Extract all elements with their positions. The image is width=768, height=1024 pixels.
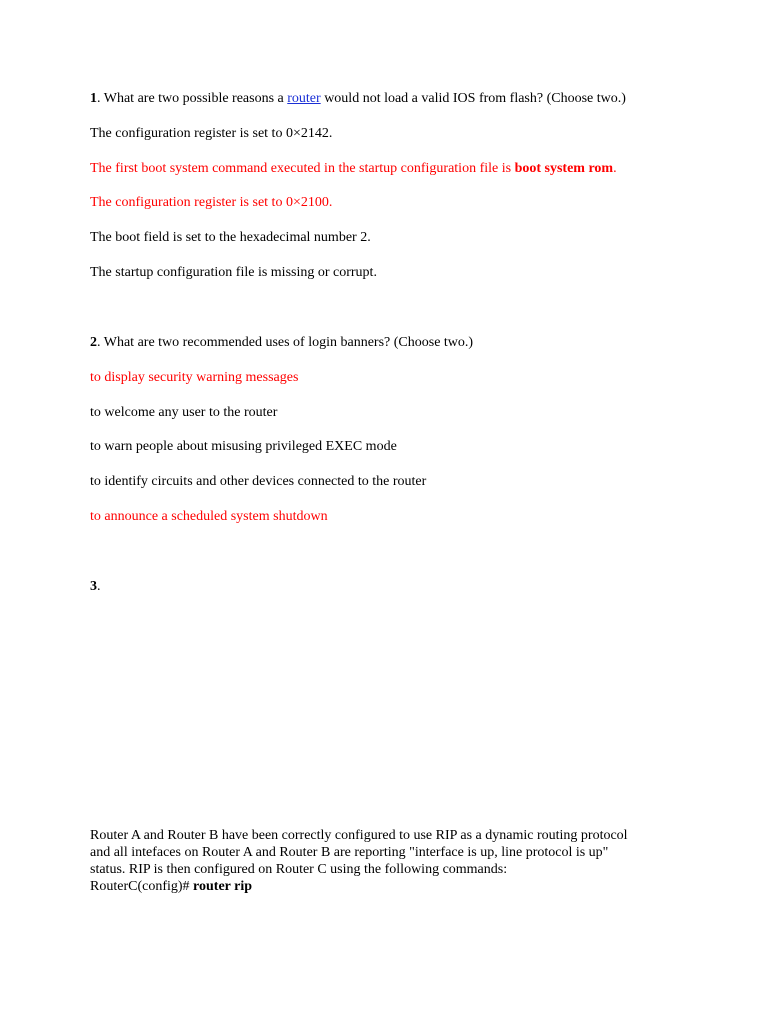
answer-command: boot system rom (514, 161, 614, 176)
question-text: would not load a valid IOS from flash? (Choose two.) (320, 91, 626, 106)
paragraph-line: status. RIP is then configured on Router C using the following commands: (90, 862, 508, 877)
answer-option: The startup configuration file is missing or corrupt. (90, 265, 377, 280)
answer-text: The first boot system command executed in the startup configuration file is (90, 161, 515, 176)
paragraph-line: Router A and Router B have been correctly configured to use RIP as a dynamic routing protocol (90, 828, 628, 843)
question-1 (90, 90, 626, 108)
router-link[interactable]: router (287, 91, 321, 106)
question-3-description (90, 827, 690, 895)
answer-option-correct (90, 160, 617, 178)
question-text: . What are two recommended uses of login banners? (Choose two.) (97, 335, 474, 350)
answer-option-correct: to display security warning messages (90, 370, 299, 385)
question-2 (90, 334, 473, 352)
question-number: 3 (90, 579, 97, 594)
question-text: . What are two possible reasons a (97, 91, 288, 106)
command-text: router rip (193, 879, 253, 894)
question-suffix: . (97, 579, 101, 594)
answer-option: The configuration register is set to 0×2142. (90, 126, 333, 141)
answer-option: to welcome any user to the router (90, 405, 278, 420)
question-number: 1 (90, 91, 97, 106)
command-line (90, 878, 690, 895)
command-prompt: RouterC(config)# (90, 879, 194, 894)
question-3 (90, 578, 101, 596)
answer-option: to warn people about misusing privileged EXEC mode (90, 439, 397, 454)
answer-option: The boot field is set to the hexadecimal number 2. (90, 230, 371, 245)
answer-option-correct: to announce a scheduled system shutdown (90, 509, 328, 524)
answer-option-correct: The configuration register is set to 0×2100. (90, 195, 333, 210)
answer-text: . (613, 161, 617, 176)
paragraph-line: and all intefaces on Router A and Router B are reporting "interface is up, line protocol is up" (90, 845, 609, 860)
answer-option: to identify circuits and other devices connected to the router (90, 474, 427, 489)
question-number: 2 (90, 335, 97, 350)
